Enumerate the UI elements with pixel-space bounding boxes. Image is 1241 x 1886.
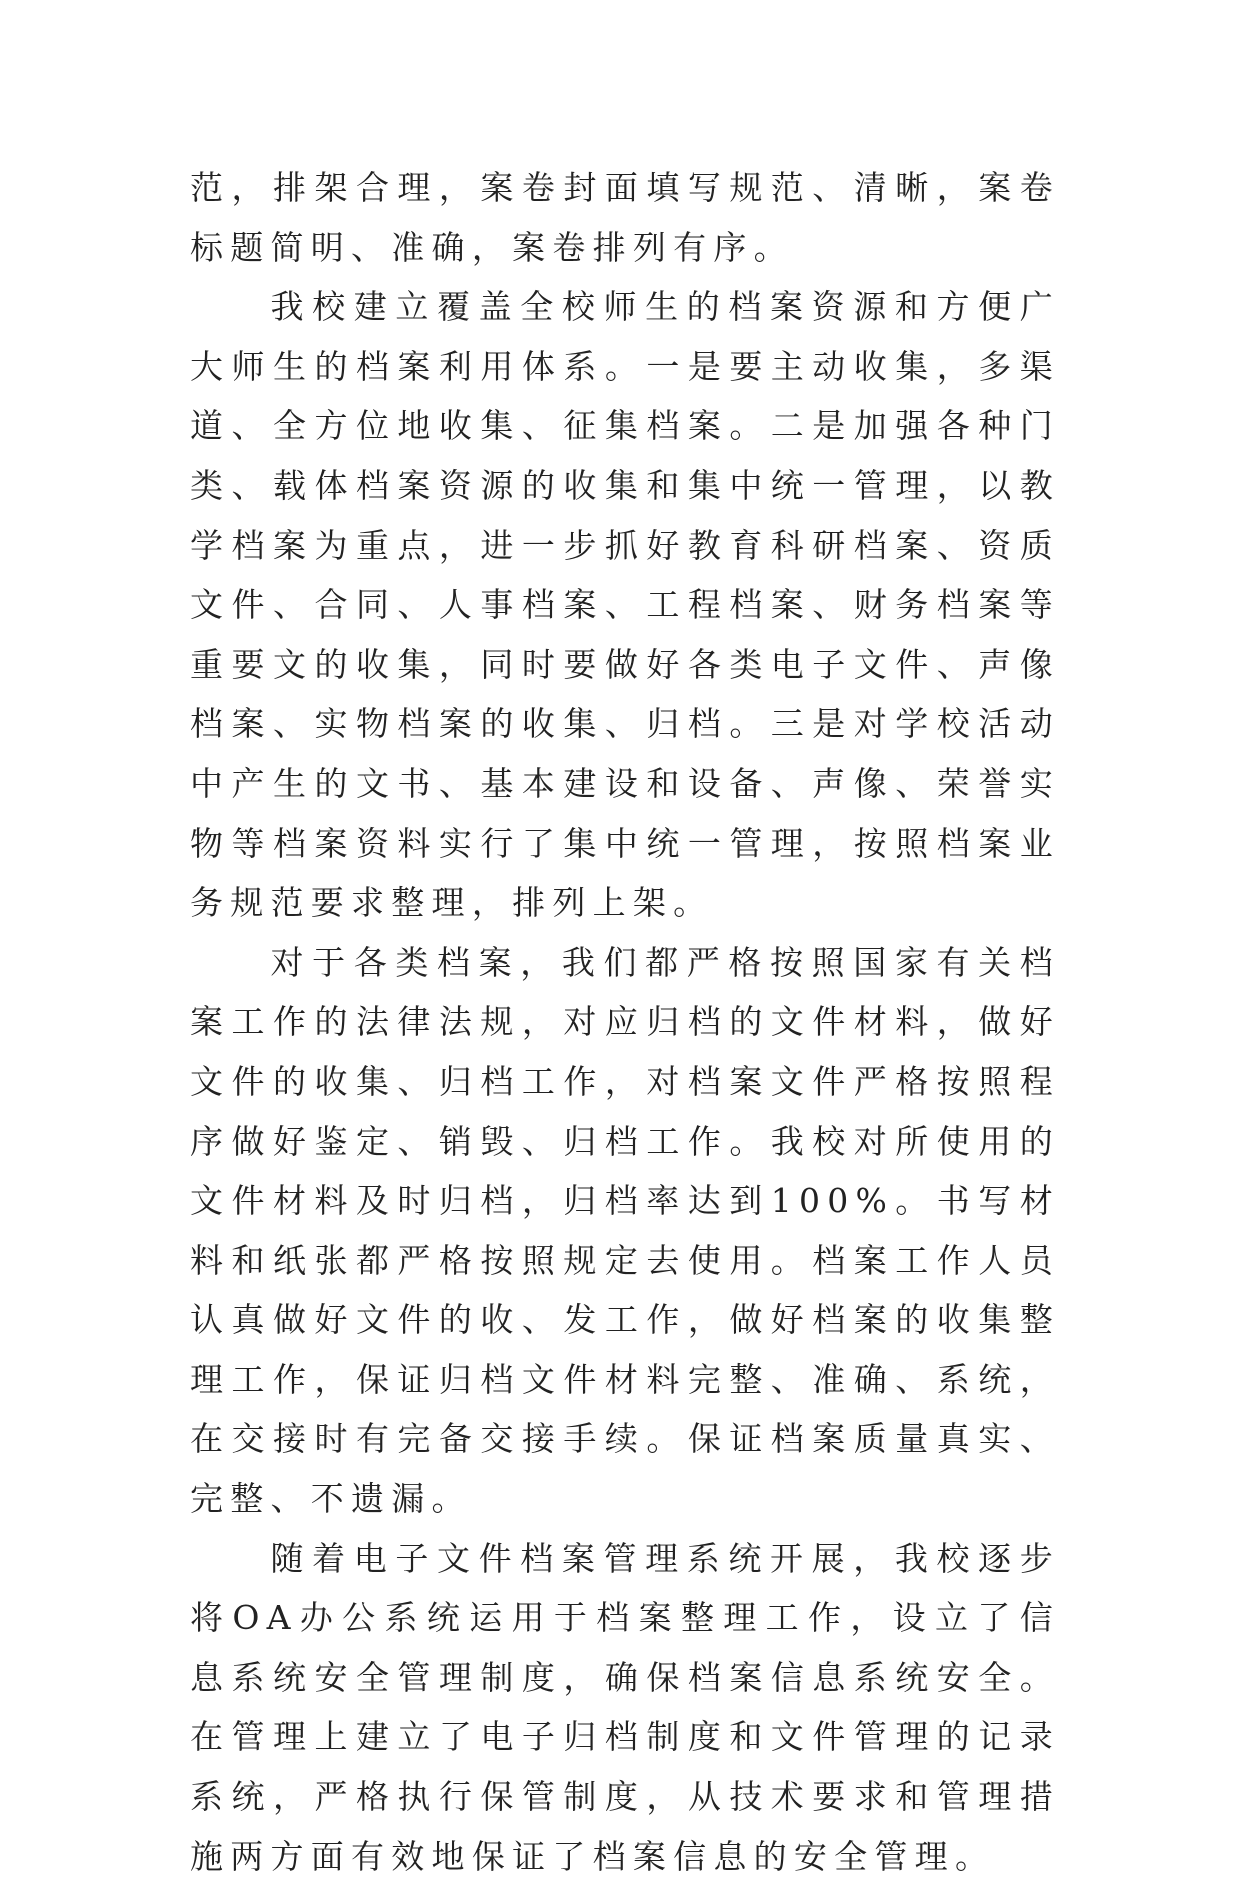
paragraph-1: 范，排架合理，案卷封面填写规范、清晰，案卷标题简明、准确，案卷排列有序。 xyxy=(190,168,1060,267)
paragraph-3: 对于各类档案，我们都严格按照国家有关档案工作的法律法规，对应归档的文件材料，做好文件的收集、归档工作，对档案文件严格按照程序做好鉴定、销毁、归档工作。我校对所使用的文件材料及时归档，归档率达到100%。书写材料和纸张都严格按照规定去使用。档案工作人员认真做好文件的收、发工作，做好档案的收集整理工作，保证归档文件材料完整、准确、系统，在交接时有完备交接手续。保证档案质量真实、完整、不遗漏。 xyxy=(190,942,1060,1519)
paragraph-4: 随着电子文件档案管理系统开展，我校逐步将OA办公系统运用于档案整理工作，设立了信息系统安全管理制度，确保档案信息系统安全。在管理上建立了电子归档制度和文件管理的记录系统，严格执行保管制度，从技术要求和管理措施两方面有效地保证了档案信息的安全管理。 xyxy=(190,1538,1060,1876)
paragraph-2: 我校建立覆盖全校师生的档案资源和方便广大师生的档案利用体系。一是要主动收集，多渠道、全方位地收集、征集档案。二是加强各种门类、载体档案资源的收集和集中统一管理，以教学档案为重点，进一步抓好教育科研档案、资质文件、合同、人事档案、工程档案、财务档案等重要文的收集，同时要做好各类电子文件、声像档案、实物档案的收集、归档。三是对学校活动中产生的文书、基本建设和设备、声像、荣誉实物等档案资料实行了集中统一管理，按照档案业务规范要求整理，排列上架。 xyxy=(190,287,1060,923)
document-body xyxy=(190,158,1060,1886)
